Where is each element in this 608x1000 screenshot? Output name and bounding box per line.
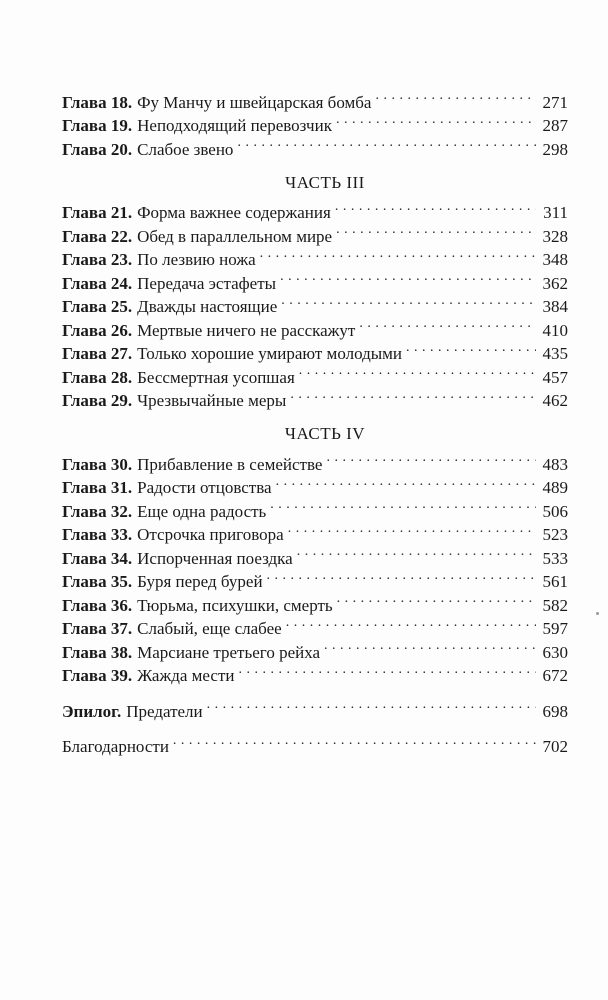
- dot-leader: [406, 336, 536, 360]
- chapter-number: Глава 22.: [62, 226, 133, 246]
- chapter-title: Фу Манчу и швейцарская бомба: [137, 92, 372, 112]
- page-number: 597: [542, 619, 568, 638]
- chapter-number: Глава 21.: [62, 203, 133, 222]
- chapter-number: Глава 38.: [62, 642, 133, 662]
- page-number: 483: [542, 454, 568, 474]
- chapter-title: Жажда мести: [137, 666, 235, 685]
- page-number: 672: [542, 666, 568, 685]
- chapter-title: По лезвию ножа: [137, 250, 256, 269]
- dot-leader: [359, 312, 536, 336]
- page-number: 410: [542, 320, 568, 340]
- chapter-number: Глава 24.: [62, 273, 133, 293]
- chapter-title: Передача эстафеты: [137, 273, 277, 293]
- chapter-number: Глава 30.: [62, 454, 133, 474]
- page-number: 298: [542, 139, 568, 159]
- toc-entry-21[interactable]: [62, 195, 568, 222]
- page-number: 698: [542, 701, 568, 721]
- toc-entry-acknowledgements[interactable]: [62, 729, 568, 756]
- page-number: 702: [542, 737, 568, 756]
- page-number: 582: [542, 595, 568, 615]
- dot-leader: [281, 289, 536, 313]
- chapter-number: Глава 37.: [62, 619, 133, 638]
- chapter-number: Глава 29.: [62, 391, 133, 410]
- chapter-number: Глава 35.: [62, 572, 133, 591]
- table-of-contents: [62, 84, 568, 756]
- chapter-title: Буря перед бурей: [137, 572, 263, 591]
- dot-leader: [324, 634, 536, 658]
- chapter-title: Радости отцовства: [137, 478, 272, 497]
- dot-leader: [288, 517, 536, 541]
- chapter-title: Предатели: [126, 701, 203, 721]
- dot-leader: [280, 265, 536, 289]
- dot-leader: [326, 446, 536, 470]
- page-number: 348: [542, 250, 568, 269]
- chapter-title: Мертвые ничего не расскажут: [137, 320, 356, 340]
- toc-entry-30[interactable]: [62, 446, 568, 474]
- dot-leader: [375, 84, 536, 108]
- dot-leader: [267, 564, 536, 588]
- toc-entry-epilogue[interactable]: [62, 693, 568, 721]
- page-number: 533: [542, 548, 568, 568]
- page-number: 384: [542, 297, 568, 316]
- chapter-title: Слабый, еще слабее: [137, 619, 282, 638]
- dot-leader: [336, 218, 536, 242]
- chapter-title: Чрезвычайные меры: [137, 391, 287, 410]
- chapter-title: Неподходящий перевозчик: [137, 116, 332, 135]
- chapter-number: Глава 34.: [62, 548, 133, 568]
- page-number: 630: [542, 642, 568, 662]
- page-number: 506: [542, 501, 568, 521]
- dot-leader: [297, 540, 536, 564]
- dot-leader: [260, 242, 536, 266]
- chapter-title: Благодарности: [62, 737, 169, 756]
- dot-leader: [335, 195, 536, 219]
- chapter-title: Дважды настоящие: [137, 297, 278, 316]
- print-speck: [596, 612, 599, 615]
- dot-leader: [299, 359, 536, 383]
- chapter-number: Глава 20.: [62, 139, 133, 159]
- chapter-number: Глава 18.: [62, 92, 133, 112]
- page-number: 328: [542, 226, 568, 246]
- chapter-title: Форма важнее содержания: [137, 203, 331, 222]
- dot-leader: [173, 729, 536, 753]
- part-3-heading: ЧАСТЬ III: [285, 172, 365, 192]
- chapter-number: Глава 36.: [62, 595, 133, 615]
- page-number: 523: [542, 525, 568, 544]
- chapter-number: Глава 28.: [62, 367, 133, 387]
- chapter-number: Эпилог.: [62, 701, 122, 721]
- chapter-number: Глава 32.: [62, 501, 133, 521]
- chapter-number: Глава 25.: [62, 297, 133, 316]
- chapter-title: Еще одна радость: [137, 501, 267, 521]
- chapter-title: Испорченная поездка: [137, 548, 293, 568]
- chapter-title: Только хорошие умирают молодыми: [137, 344, 403, 363]
- dot-leader: [238, 658, 536, 682]
- page-number: 457: [542, 367, 568, 387]
- dot-leader: [207, 693, 536, 717]
- page-number: 561: [542, 572, 568, 591]
- chapter-title: Отсрочка приговора: [137, 525, 284, 544]
- page-number: 435: [542, 344, 568, 363]
- chapter-number: Глава 27.: [62, 344, 133, 363]
- page-number: 462: [542, 391, 568, 410]
- part-4-heading: ЧАСТЬ IV: [284, 424, 366, 443]
- chapter-number: Глава 23.: [62, 250, 133, 269]
- chapter-title: Марсиане третьего рейха: [137, 642, 321, 662]
- dot-leader: [336, 108, 536, 132]
- dot-leader: [276, 470, 536, 494]
- chapter-title: Прибавление в семействе: [137, 454, 323, 474]
- dot-leader: [270, 493, 536, 517]
- page-number: 311: [543, 203, 568, 222]
- chapter-title: Обед в параллельном мире: [137, 226, 333, 246]
- toc-part-4: [62, 446, 568, 685]
- chapter-number: Глава 33.: [62, 525, 133, 544]
- dot-leader: [286, 611, 536, 635]
- chapter-number: Глава 26.: [62, 320, 133, 340]
- chapter-number: Глава 19.: [62, 116, 133, 135]
- dot-leader: [237, 131, 536, 155]
- chapter-title: Слабое звено: [137, 139, 234, 159]
- page-number: 271: [542, 92, 568, 112]
- dot-leader: [290, 383, 536, 407]
- page-number: 362: [542, 273, 568, 293]
- chapter-title: Бессмертная усопшая: [137, 367, 295, 387]
- chapter-number: Глава 39.: [62, 666, 133, 685]
- toc-part-3: [62, 195, 568, 410]
- chapter-number: Глава 31.: [62, 478, 133, 497]
- page-number: 489: [542, 478, 568, 497]
- chapter-title: Тюрьма, психушки, смерть: [137, 595, 333, 615]
- dot-leader: [337, 587, 536, 611]
- toc-entry-18[interactable]: [62, 84, 568, 112]
- toc-section-1: [62, 84, 568, 159]
- page-number: 287: [542, 116, 568, 135]
